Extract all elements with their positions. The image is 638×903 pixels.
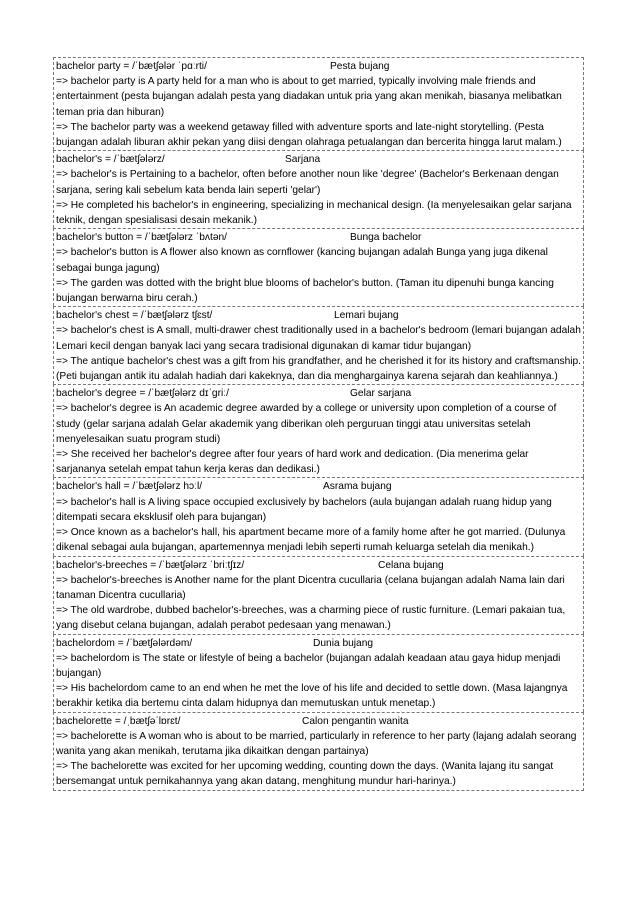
entry-example: => The bachelorette was excited for her upcoming wedding, counting down the days. (Wanita lajang itu sangat bersemangat untuk pernikahannya yang akan datang, menghitung mundur hari-harinya.) — [56, 761, 554, 788]
entry-definition: => bachelor's is Pertaining to a bachelor, often before another noun like 'degree' (Bachelor's Berkenaan dengan sarjana, sering kali sebelum kata benda lain seperti 'gelar') — [56, 169, 559, 196]
entry-definition: => bachelor's chest is A small, multi-drawer chest traditionally used in a bachelor's bedroom (lemari bujangan adalah Lemari kecil dengan banyak laci yang secara tradisional digunakan di kamar tidur bujangan) — [56, 325, 581, 352]
entry-head — [56, 558, 581, 573]
entry-head — [56, 714, 581, 729]
entry-translation: Dunia bujang — [313, 637, 374, 649]
entry-example: => The bachelor party was a weekend getaway filled with adventure sports and late-night storytelling. (Pesta bujangan adalah liburan akhir pekan yang diisi dengan olahraga petualangan dan bercerita hingga larut malam.) — [56, 121, 562, 149]
entry-bachelors — [53, 150, 584, 228]
entry-translation: Celana bujang — [378, 559, 444, 571]
entry-bachelors-chest — [53, 306, 584, 384]
entry-example: => The old wardrobe, dubbed bachelor's-breeches, was a charming piece of rustic furniture. (Lemari pakaian tua, yang disebut celana bujangan, adalah perabot pedesaan yang menawan.) — [56, 605, 566, 632]
entry-definition: => bachelor's hall is A living space occupied exclusively by bachelors (aula bujangan adalah ruang hidup yang ditempati secara eksklusif oleh para bujangan) — [56, 496, 552, 523]
entry-bachelor-party — [53, 57, 584, 150]
dictionary-document — [53, 57, 584, 791]
entry-term: bachelor's degree = /ˈbætʃələrz dɪˈɡriː/ — [56, 388, 229, 400]
entry-term: bachelor party = /ˈbætʃələr ˈpɑːrti/ — [56, 61, 207, 72]
entry-example: => Once known as a bachelor's hall, his apartment became more of a family home after he got married. (Dulunya dikenal sebagai aula bujangan, apartemennya menjadi lebih seperti rumah keluarga setelah dia menikah.) — [56, 527, 566, 554]
entry-translation: Calon pengantin wanita — [302, 715, 409, 727]
entry-head — [56, 152, 581, 167]
entry-bachelorette — [53, 712, 584, 791]
entry-definition: => bachelorette is A woman who is about to be married, particularly in reference to her party (lajang adalah seorang wanita yang akan menikah, terutama jika dikaitkan dengan partainya) — [56, 730, 577, 757]
entry-definition: => bachelor party is A party held for a man who is about to get married, typically involving male friends and entertainment (pesta bujangan adalah pesta yang diadakan untuk pria yang akan menikah, biasanya melibatkan teman pria dan hiburan) — [56, 76, 562, 118]
entry-bachelors-button — [53, 228, 584, 306]
entry-term: bachelor's chest = /ˈbætʃələrz tʃɛst/ — [56, 310, 213, 322]
entry-translation: Lemari bujang — [334, 310, 399, 322]
entry-translation: Asrama bujang — [323, 481, 392, 493]
entry-example: => The antique bachelor's chest was a gift from his grandfather, and he cherished it for its history and craftsmanship. (Peti bujangan antik itu adalah hadiah dari kakeknya, dan dia menghargainya karena sejarah dan keahliannya.) — [56, 355, 581, 383]
entry-example: => He completed his bachelor's in engineering, specializing in mechanical design. (Ia menyelesaikan gelar sarjana teknik, dengan spesialisasi desain mekanik.) — [56, 199, 572, 227]
entry-head — [56, 308, 581, 323]
entry-bachelordom — [53, 634, 584, 712]
entry-head — [56, 386, 581, 401]
entry-definition: => bachelor's-breeches is Another name for the plant Dicentra cucullaria (celana bujangan adalah Nama lain dari tanaman Dicentra cucullaria) — [56, 574, 565, 601]
entry-example: => His bachelordom came to an end when he met the love of his life and decided to settle down. (Masa lajangnya berakhir ketika dia bertemu cinta dalam hidupnya dan memutuskan untuk menetap.) — [56, 683, 568, 710]
entry-definition: => bachelor's degree is An academic degree awarded by a college or university upon completion of a course of study (gelar sarjana adalah Gelar akademik yang diberikan oleh perguruan tinggi atau universitas setelah menyelesaikan suatu program studi) — [56, 403, 557, 445]
entry-translation: Gelar sarjana — [350, 388, 412, 400]
entry-term: bachelor's hall = /ˈbætʃələrz hɔːl/ — [56, 481, 203, 493]
entry-head — [56, 59, 581, 74]
entry-head — [56, 636, 581, 651]
entry-translation: Bunga bachelor — [350, 232, 422, 244]
entry-term: bachelorette = /ˌbætʃəˈlɒrɛt/ — [56, 715, 181, 727]
entry-example: => The garden was dotted with the bright blue blooms of bachelor's button. (Taman itu dipenuhi bunga kancing bujangan berwarna biru cerah.) — [56, 277, 554, 305]
entry-definition: => bachelordom is The state or lifestyle of being a bachelor (bujangan adalah keadaan atau gaya hidup menjadi bujangan) — [56, 652, 561, 679]
entry-definition: => bachelor's button is A flower also known as cornflower (kancing bujangan adalah Bunga yang juga dikenal sebagai bunga jagung) — [56, 247, 548, 274]
entry-bachelors-breeches — [53, 556, 584, 634]
entry-term: bachelor's-breeches = /ˈbætʃələrz ˈbriːtʃɪz/ — [56, 559, 245, 571]
entry-example: => She received her bachelor's degree after four years of hard work and dedication. (Dia menerima gelar sarjananya setelah empat tahun kerja keras dan dedikasi.) — [56, 449, 529, 476]
entry-term: bachelor's button = /ˈbætʃələrz ˈbʌtən/ — [56, 232, 227, 244]
entry-term: bachelordom = /ˈbætʃələrdəm/ — [56, 637, 193, 649]
entry-translation: Sarjana — [285, 154, 321, 166]
entry-term: bachelor's = /ˈbætʃələrz/ — [56, 154, 165, 166]
entry-bachelors-hall — [53, 477, 584, 555]
entry-bachelors-degree — [53, 384, 584, 477]
entry-head — [56, 230, 581, 245]
entry-translation: Pesta bujang — [330, 61, 390, 72]
entry-head — [56, 479, 581, 494]
